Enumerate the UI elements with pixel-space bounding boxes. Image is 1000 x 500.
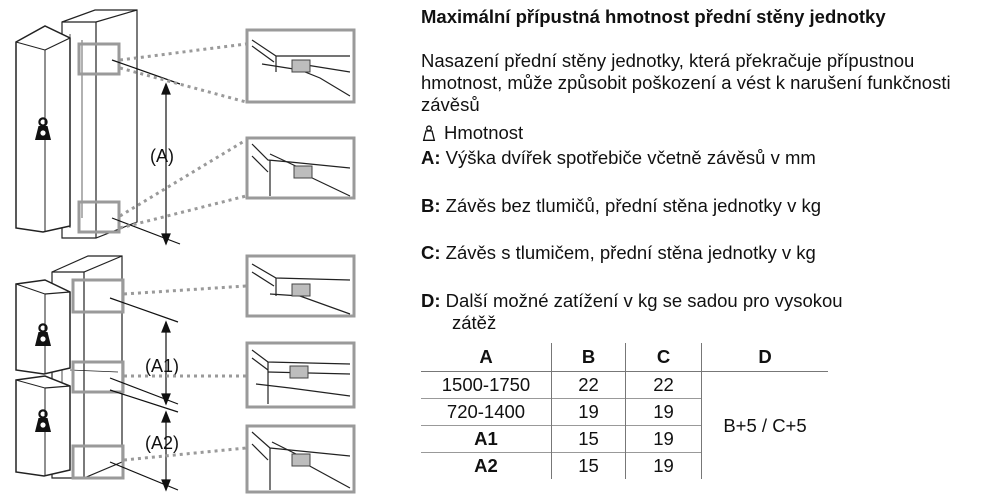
page-title: Maximální přípustná hmotnost přední stěny jednotky [421, 6, 886, 27]
table-row [421, 372, 828, 399]
hinge-detail-3 [247, 256, 354, 316]
legend-a-key: A: [421, 147, 441, 168]
table-cell: 15 [552, 453, 626, 480]
legend-a-text: Výška dvířek spotřebiče včetně závěsů v mm [445, 147, 816, 168]
table-cell: A2 [421, 453, 552, 480]
legend-weight-label: Hmotnost [444, 122, 524, 143]
table-header-row [421, 343, 828, 372]
table-cell: 15 [552, 426, 626, 453]
table-cell: 22 [552, 372, 626, 399]
legend-d [421, 290, 961, 334]
legend-d-text: Další možné zatížení v kg se sadou pro vysokou [445, 290, 843, 311]
legend-c [421, 242, 816, 264]
hinge-detail-4 [247, 343, 354, 407]
table-cell: 1500-1750 [441, 374, 531, 395]
table-header-a: A [421, 343, 552, 372]
legend-a [421, 147, 816, 169]
intro-paragraph: Nasazení přední stěny jednotky, která překračuje přípustnou hmotnost, může způsobit poškození a vést k narušení funkčnosti závěsů [421, 50, 951, 115]
weight-icon [421, 125, 437, 141]
dimension-label-a: (A) [150, 146, 174, 166]
hinge-diagram [0, 0, 410, 500]
legend-c-key: C: [421, 242, 441, 263]
dimension-label-a1: (A1) [145, 356, 180, 376]
legend-d-text-cont: zátěž [452, 312, 497, 333]
table-header-d: D [702, 343, 829, 372]
dimension-label-a2: (A2) [145, 433, 180, 453]
table-cell: 19 [626, 453, 702, 480]
table-header-c: C [626, 343, 702, 372]
hinge-detail-5 [247, 426, 354, 492]
table-cell: 19 [626, 399, 702, 426]
legend-b-key: B: [421, 195, 441, 216]
legend-weight [421, 122, 523, 144]
weights-table [421, 343, 828, 479]
hinge-detail-1 [247, 30, 354, 102]
table-cell: A1 [421, 426, 552, 453]
hinge-detail-2 [247, 138, 354, 198]
table-cell-d: B+5 / C+5 [702, 372, 829, 480]
table-cell: 19 [552, 399, 626, 426]
table-cell: 720-1400 [421, 399, 552, 426]
table-header-b: B [552, 343, 626, 372]
legend-b-text: Závěs bez tlumičů, přední stěna jednotky v kg [445, 195, 822, 216]
table-cell: 22 [626, 372, 702, 399]
legend-b [421, 195, 821, 217]
legend-d-key: D: [421, 290, 441, 311]
legend-c-text: Závěs s tlumičem, přední stěna jednotky v kg [445, 242, 816, 263]
table-cell: 19 [626, 426, 702, 453]
